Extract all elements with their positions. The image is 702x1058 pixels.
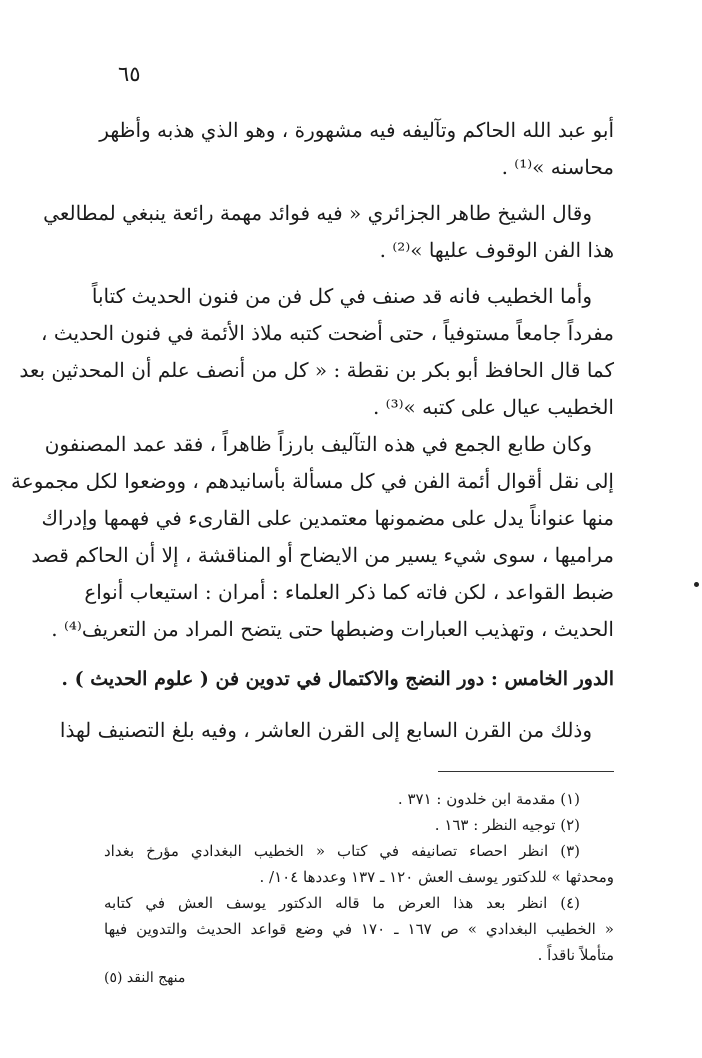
- text-line: وكان طابع الجمع في هذه التآليف بارزاً ظاهراً ، فقد عمد المصنفون: [44, 432, 592, 456]
- footnote-1: (١) مقدمة ابن خلدون : ٣٧١ .: [397, 790, 580, 808]
- footnotes: [104, 786, 614, 968]
- footnote-2: (٢) توجيه النظر : ١٦٣ .: [434, 816, 580, 834]
- text-line: وذلك من القرن السابع إلى القرن العاشر ، وفيه بلغ التصنيف لهذا: [59, 718, 592, 742]
- footnote-divider: [438, 771, 614, 772]
- text-line: هذا الفن الوقوف عليها »⁽²⁾ .: [379, 238, 614, 262]
- text-line: مراميها ، سوى شيء يسير من الايضاح أو المناقشة ، إلا أن الحاكم قصد: [31, 543, 614, 567]
- signature-mark: منهج النقد (٥): [104, 970, 186, 986]
- text-line: محاسنه »⁽¹⁾ .: [501, 155, 614, 179]
- text-line: الخطيب عيال على كتبه »⁽³⁾ .: [372, 395, 614, 419]
- text-line: إلى نقل أقوال أئمة الفن في كل مسألة بأسانيدهم ، ووضعوا لكل مجموعة: [11, 469, 614, 493]
- footnote-4-line-3: متأملاً ناقداً .: [537, 946, 614, 964]
- text-line: وأما الخطيب فانه قد صنف في كل فن من فنون الحديث كتاباً: [91, 284, 592, 308]
- section-heading: الدور الخامس : دور النضج والاكتمال في تدوين فن ( علوم الحديث ) .: [61, 668, 614, 690]
- page-number: ٦٥: [118, 62, 141, 86]
- paragraph-4: [11, 426, 614, 648]
- text-line: منها عنواناً يدل على مضمونها معتمدين على القارىء في فهمها وإدراك: [41, 506, 614, 530]
- footnote-4-line-2: « الخطيب البغدادي » ص ١٦٧ ـ ١٧٠ في وضع قواعد الحديث والتدوين فيها: [104, 920, 614, 938]
- paragraph-2: [43, 195, 614, 269]
- text-line: وقال الشيخ طاهر الجزائري « فيه فوائد مهمة رائعة ينبغي لمطالعي: [43, 201, 592, 225]
- text-line: مفرداً جامعاً مستوفياً ، حتى أضحت كتبه ملاذ الأئمة في فنون الحديث ،: [41, 321, 614, 345]
- paragraph-5: [59, 712, 614, 749]
- text-line: أبو عبد الله الحاكم وتآليفه فيه مشهورة ، وهو الذي هذبه وأظهر: [99, 118, 614, 142]
- text-line: كما قال الحافظ أبو بكر بن نقطة : « كل من أنصف علم أن المحدثين بعد: [19, 358, 614, 382]
- footnote-3-line-2: ومحدثها » للدكتور يوسف العش ١٢٠ ـ ١٣٧ وعددها ١٠٤/ .: [259, 868, 614, 886]
- paragraph-3: [19, 278, 614, 426]
- text-line: ضبط القواعد ، لكن فاته كما ذكر العلماء : أمران : استيعاب أنواع: [84, 580, 614, 604]
- footnote-3-line-1: (٣) انظر احصاء تصانيفه في كتاب « الخطيب البغدادي مؤرخ بغداد: [104, 842, 580, 860]
- footnote-4-line-1: (٤) انظر بعد هذا العرض ما قاله الدكتور يوسف العش في كتابه: [104, 894, 580, 912]
- paragraph-1: [99, 112, 614, 186]
- text-line: الحديث ، وتهذيب العبارات وضبطها حتى يتضح المراد من التعريف⁽⁴⁾ .: [51, 617, 614, 641]
- margin-dot: [694, 582, 699, 587]
